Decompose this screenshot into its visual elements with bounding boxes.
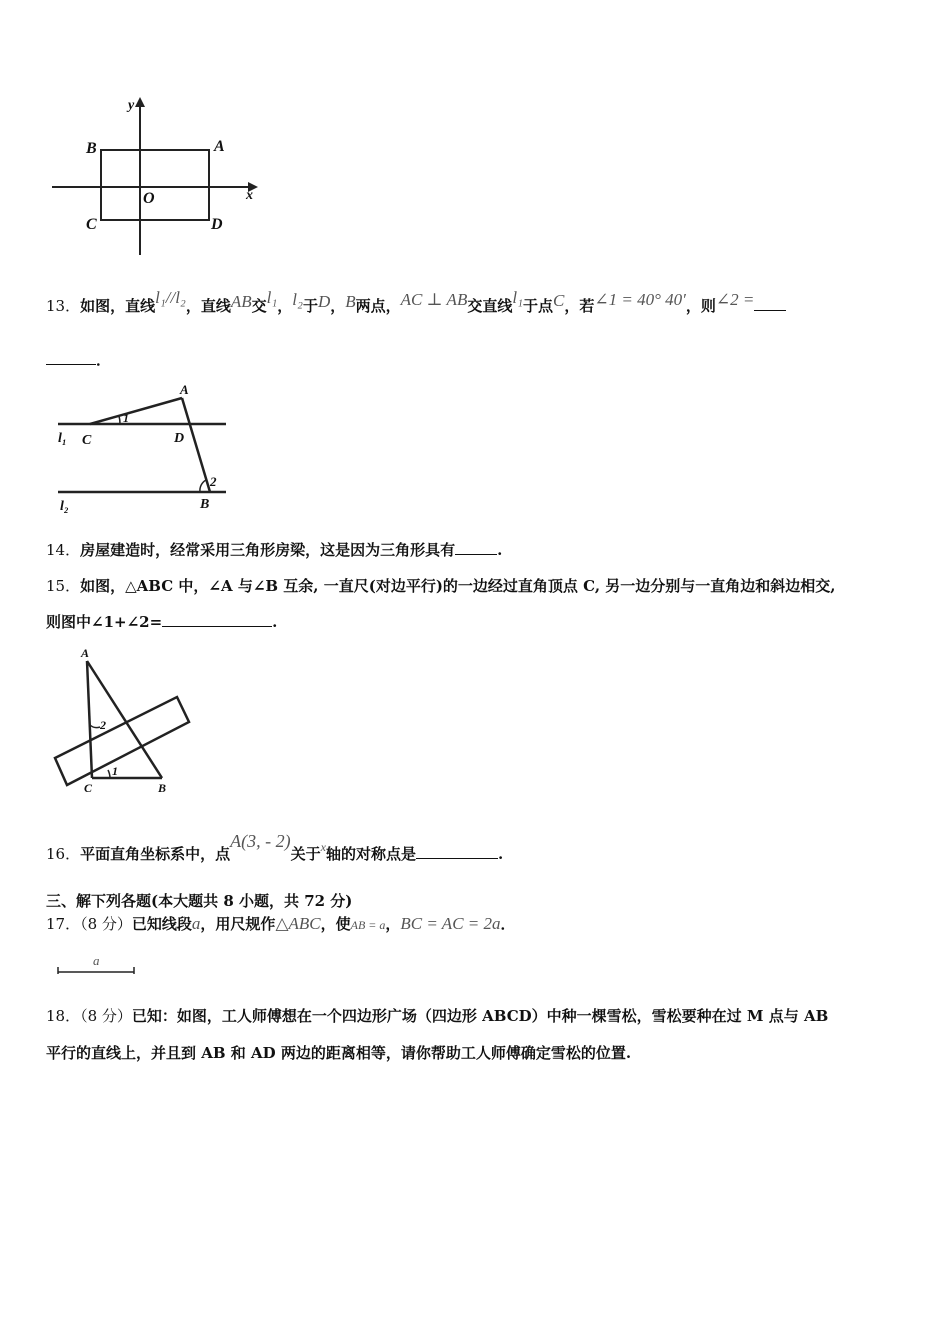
q16-number: 16．: [46, 845, 81, 863]
label-B: B: [200, 497, 210, 512]
q16-text: 平面直角坐标系中，点: [80, 845, 231, 863]
segment-a-figure: [55, 952, 140, 978]
q16-end: .: [497, 845, 504, 863]
q16-text: 关于: [290, 845, 321, 863]
q17-math: BC = AC = 2a: [400, 914, 501, 933]
q16-text: 轴的对称点是: [325, 845, 416, 863]
q18-line1: 已知：如图，工人师傅想在一个四边形广场（四边形 ABCD）中种一棵雪松，雪松要种在过 M 点与 AB: [131, 1007, 829, 1025]
q17-text: ，用尺规作: [200, 915, 276, 933]
q13-text: ，若: [564, 297, 595, 315]
label-C: C: [84, 781, 93, 795]
angle-2-arc: [200, 480, 206, 492]
label-angle-1: 1: [123, 411, 129, 425]
question-18-line2: [46, 1043, 631, 1063]
label-angle-2: 2: [100, 718, 106, 732]
answer-blank: [46, 350, 96, 365]
question-15-line2: [46, 612, 277, 632]
q13-text: 交: [251, 297, 267, 315]
label-B: B: [86, 140, 97, 157]
q13-math: ∠1 = 40° 40′: [594, 290, 686, 309]
answer-blank: [162, 612, 272, 627]
q17-number: 17．: [46, 915, 81, 933]
coordinate-rectangle-figure: [48, 95, 263, 260]
q13-end: ．: [96, 351, 112, 369]
q13-math: AB: [230, 292, 252, 311]
triangle-ruler-figure: [50, 645, 195, 795]
segment-ab: [87, 661, 162, 778]
q13-number: 13．: [46, 297, 81, 315]
q13-math: AC ⊥ AB: [400, 290, 468, 309]
section-heading: 三、解下列各题(本大题共 8 小题，共 72 分): [46, 892, 353, 910]
q18-line2: 平行的直线上，并且到 AB 和 AD 两边的距离相等，请你帮助工人师傅确定雪松的位置.: [46, 1044, 632, 1062]
label-y: y: [128, 98, 135, 113]
q13-text: ，直线: [185, 297, 231, 315]
q18-number: 18．: [46, 1007, 81, 1025]
q18-score: （8 分）: [80, 1007, 132, 1025]
q13-text: 于点: [522, 297, 553, 315]
q17-text: ，: [385, 915, 401, 933]
label-x: x: [246, 188, 253, 203]
q17-math: △ABC: [275, 914, 321, 933]
question-15: [46, 576, 836, 596]
q16-math: A(3, - 2): [230, 831, 291, 851]
question-16: [46, 831, 504, 865]
segment-ac: [87, 661, 92, 778]
q13-math: l₁//l₂: [155, 288, 186, 307]
rectangle-abcd: [101, 150, 209, 220]
q15-line1: 如图，△ABC 中，∠A 与∠B 互余, 一直尺(对边平行)的一边经过直角顶点 C, 另一边分别与一直角边和斜边相交,: [80, 577, 836, 595]
q13-text: 两点，: [355, 297, 401, 315]
question-17: [46, 914, 516, 935]
q17-score: （8 分）: [80, 915, 132, 933]
label-A: A: [214, 138, 225, 155]
q17-end: ．: [500, 915, 516, 933]
q17-text: ，使: [320, 915, 351, 933]
q13-math: l₂: [292, 290, 303, 309]
label-B: B: [158, 781, 167, 795]
q15-line2: 则图中∠1+∠2=: [46, 613, 163, 631]
label-D: D: [211, 216, 223, 233]
question-18: [46, 1006, 828, 1026]
q17-text: 已知线段: [131, 915, 192, 933]
label-l2: l₂: [60, 499, 69, 514]
label-l1: l₁: [58, 431, 67, 446]
q13-math: l₁: [512, 288, 523, 307]
angle-2-arc: [90, 725, 100, 728]
label-angle-2: 2: [210, 474, 217, 489]
q13-math: B: [345, 292, 356, 311]
q14-end: .: [497, 541, 503, 559]
y-axis-arrow: [135, 97, 145, 107]
answer-blank: [416, 844, 498, 859]
ruler: [55, 697, 189, 785]
label-A: A: [81, 646, 90, 660]
label-C: C: [86, 216, 97, 233]
answer-blank: [455, 540, 497, 555]
label-A: A: [180, 382, 189, 397]
label-D: D: [174, 431, 185, 446]
q13-text: ，则: [685, 297, 716, 315]
q17-math: a: [191, 914, 201, 933]
answer-blank: [754, 296, 786, 311]
label-angle-1: 1: [112, 764, 118, 778]
parallel-lines-figure: [50, 380, 240, 518]
label-O: O: [143, 190, 155, 207]
q14-text: 房屋建造时，经常采用三角形房梁，这是因为三角形具有: [80, 541, 456, 559]
q13-text: 于: [302, 297, 318, 315]
q13-text: 交直线: [467, 297, 513, 315]
q13-text: ，: [277, 297, 293, 315]
segment-ab: [182, 398, 210, 492]
q13-math: l₁: [266, 288, 278, 307]
q14-number: 14．: [46, 541, 81, 559]
segment-ca: [90, 398, 182, 424]
q13-text: ，: [330, 297, 346, 315]
q13-text: 如图，直线: [80, 297, 156, 315]
segment-a-label: a: [93, 953, 100, 968]
question-13: [46, 288, 786, 316]
q16-math: x: [320, 840, 326, 854]
label-C: C: [82, 433, 92, 448]
q15-end: .: [272, 613, 278, 631]
question-13-continued: [46, 350, 111, 370]
q13-math: ∠2 =: [715, 290, 755, 309]
q13-math: D: [317, 292, 331, 311]
q17-math: AB = a: [350, 918, 386, 932]
question-14: [46, 540, 502, 560]
q15-number: 15．: [46, 577, 81, 595]
q13-math: C: [553, 291, 565, 310]
